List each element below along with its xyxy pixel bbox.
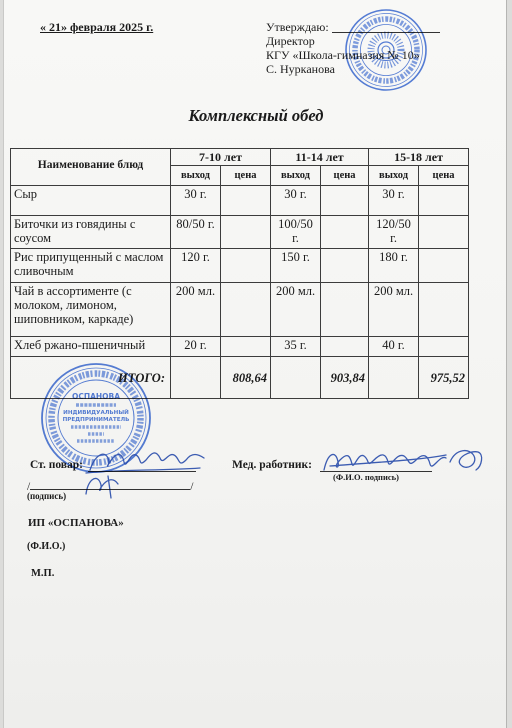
price-header: цена — [419, 166, 469, 186]
company-name: ИП «ОСПАНОВА» — [28, 517, 124, 529]
price-cell — [419, 249, 469, 283]
dish-name: Сыр — [11, 186, 171, 216]
price-cell — [419, 337, 469, 357]
age-group-header: 15-18 лет — [369, 149, 469, 166]
approval-position: Директор — [266, 34, 315, 48]
medic-caption: (Ф.И.О. подпись) — [333, 472, 399, 482]
slash-left: / — [27, 481, 31, 493]
price-cell — [221, 337, 271, 357]
total-yield-cell — [171, 357, 221, 399]
age-group-header: 7-10 лет — [171, 149, 271, 166]
price-header: цена — [321, 166, 369, 186]
approval-label: Утверждаю: — [266, 20, 329, 34]
total-yield-cell — [271, 357, 321, 399]
cook-label: Ст. повар: — [30, 459, 83, 471]
total-price-cell: 975,52 — [419, 357, 469, 399]
price-cell — [321, 186, 369, 216]
table-row — [11, 337, 469, 357]
menu-table — [10, 148, 469, 399]
price-cell — [321, 283, 369, 337]
price-cell — [419, 283, 469, 337]
approval-organization: КГУ «Школа-гимназия № 10» — [266, 48, 420, 62]
dish-name: Чай в ассортименте (с молоком, лимоном, шиповником, каркаде) — [11, 283, 171, 337]
yield-cell: 100/50 г. — [271, 216, 321, 249]
price-header: цена — [221, 166, 271, 186]
seal-line: ПРЕДПРИНИМАТЕЛЬ — [62, 417, 130, 423]
yield-header: выход — [171, 166, 221, 186]
yield-cell: 200 мл. — [369, 283, 419, 337]
yield-cell: 30 г. — [171, 186, 221, 216]
seal-line: ОСПАНОВА — [71, 392, 121, 401]
table-row — [11, 249, 469, 283]
yield-cell: 200 мл. — [271, 283, 321, 337]
table-header-row — [11, 149, 469, 166]
age-group-header: 11-14 лет — [271, 149, 369, 166]
yield-header: выход — [369, 166, 419, 186]
price-cell — [419, 186, 469, 216]
table-row — [11, 283, 469, 337]
price-cell — [321, 337, 369, 357]
yield-cell: 120/50 г. — [369, 216, 419, 249]
yield-cell: 40 г. — [369, 337, 419, 357]
table-row — [11, 216, 469, 249]
yield-cell: 80/50 г. — [171, 216, 221, 249]
yield-cell: 200 мл. — [171, 283, 221, 337]
total-row — [11, 357, 469, 399]
seal-place-label: М.П. — [31, 568, 55, 579]
cook-signature-line — [88, 471, 196, 472]
dish-name: Хлеб ржано-пшеничный — [11, 337, 171, 357]
slash-right: / — [190, 481, 194, 493]
approval-name: С. Нурканова — [266, 62, 335, 76]
dish-name: Биточки из говядины с соусом — [11, 216, 171, 249]
dish-name-header: Наименование блюд — [11, 149, 171, 186]
total-price-cell: 903,84 — [321, 357, 369, 399]
signature-blank — [30, 479, 190, 490]
yield-cell: 20 г. — [171, 337, 221, 357]
table-row — [11, 186, 469, 216]
price-cell — [221, 283, 271, 337]
price-cell — [419, 216, 469, 249]
total-yield-cell — [369, 357, 419, 399]
yield-cell: 180 г. — [369, 249, 419, 283]
seal-line: ИНДИВИДУАЛЬНЫЙ — [63, 410, 129, 416]
fio-caption: (Ф.И.О.) — [27, 541, 66, 552]
yield-header: выход — [271, 166, 321, 186]
dish-name: Рис припущенный с маслом сливочным — [11, 249, 171, 283]
yield-cell: 35 г. — [271, 337, 321, 357]
price-cell — [321, 249, 369, 283]
cook-caption: (подпись) — [27, 491, 67, 501]
price-cell — [221, 186, 271, 216]
total-label: ИТОГО: — [11, 357, 171, 399]
document-date: « 21» февраля 2025 г. — [40, 20, 154, 34]
yield-cell: 30 г. — [271, 186, 321, 216]
yield-cell: 150 г. — [271, 249, 321, 283]
price-cell — [221, 249, 271, 283]
total-price-cell: 808,64 — [221, 357, 271, 399]
medic-label: Мед. работник: — [232, 459, 312, 471]
approval-signature-line — [332, 32, 440, 33]
price-cell — [321, 216, 369, 249]
yield-cell: 30 г. — [369, 186, 419, 216]
page-title: Комплексный обед — [188, 106, 324, 125]
price-cell — [221, 216, 271, 249]
yield-cell: 120 г. — [171, 249, 221, 283]
